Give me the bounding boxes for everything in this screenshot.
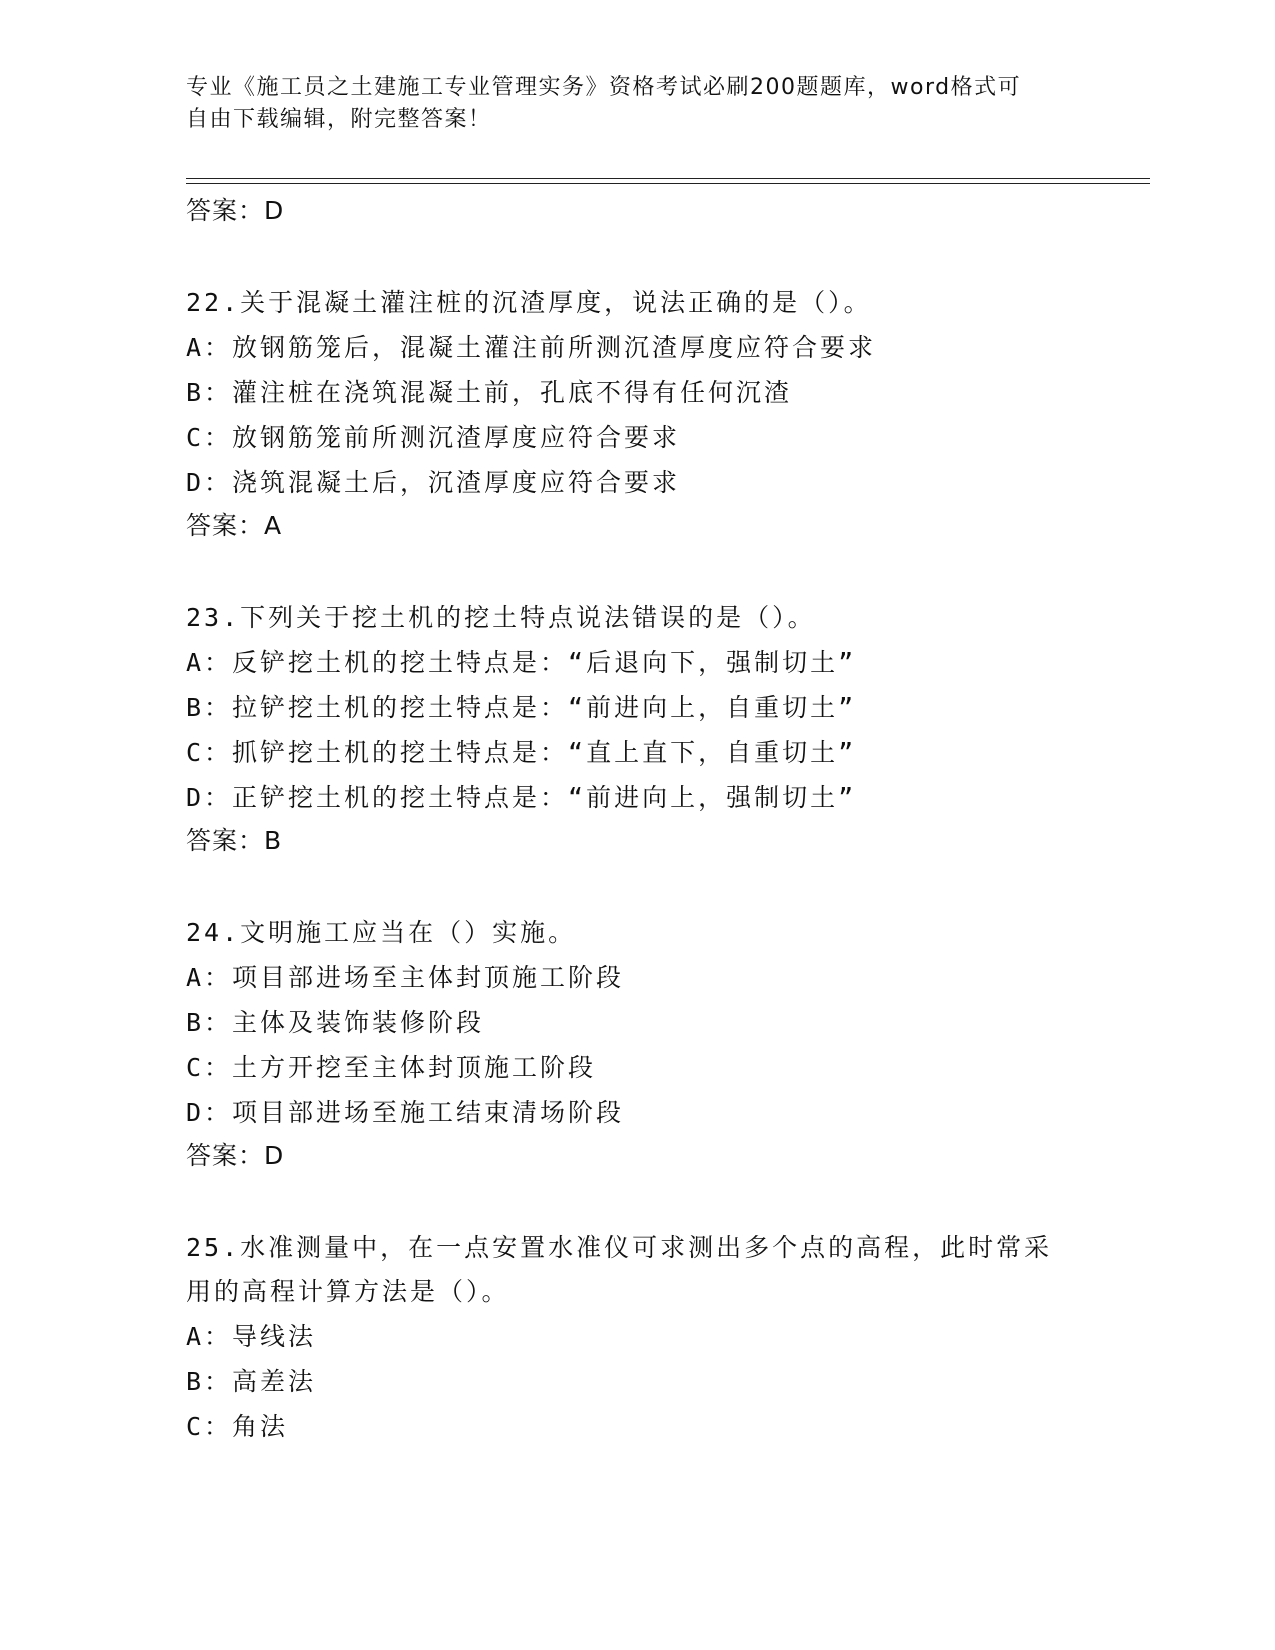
option-b: B：拉铲挖土机的挖土特点是：“前进向上，自重切土” [186, 693, 857, 722]
answer: 答案：D [186, 1141, 285, 1170]
option-c: C：抓铲挖土机的挖土特点是：“直上直下，自重切土” [186, 738, 857, 767]
option-d: D：正铲挖土机的挖土特点是：“前进向上，强制切土” [186, 783, 857, 812]
question-25 [186, 1226, 1086, 1449]
option-c: C：放钢筋笼前所测沉渣厚度应符合要求 [186, 423, 681, 452]
option-b: B：主体及装饰装修阶段 [186, 1008, 485, 1037]
question-stem: 23.下列关于挖土机的挖土特点说法错误的是（）。 [186, 603, 816, 632]
question-23 [186, 596, 1086, 862]
answer: 答案：A [186, 511, 283, 540]
question-stem-line-2: 用的高程计算方法是（）。 [186, 1277, 510, 1306]
option-c: C：角法 [186, 1412, 289, 1441]
option-b: B：灌注桩在浇筑混凝土前，孔底不得有任何沉渣 [186, 378, 793, 407]
question-stem: 24.文明施工应当在（）实施。 [186, 918, 577, 947]
document-header [186, 72, 1086, 136]
header-line-1: 专业《施工员之土建施工专业管理实务》资格考试必刷200题题库，word格式可 [186, 75, 1022, 100]
option-d: D：浇筑混凝土后，沉渣厚度应符合要求 [186, 468, 681, 497]
question-list [186, 190, 1086, 1449]
question-24 [186, 911, 1086, 1177]
option-c: C：土方开挖至主体封顶施工阶段 [186, 1053, 597, 1082]
option-a: A：项目部进场至主体封顶施工阶段 [186, 963, 625, 992]
header-rule-top [186, 178, 1150, 179]
option-a: A：放钢筋笼后，混凝土灌注前所测沉渣厚度应符合要求 [186, 333, 877, 362]
option-d: D：项目部进场至施工结束清场阶段 [186, 1098, 625, 1127]
option-b: B：高差法 [186, 1367, 317, 1396]
header-line-2: 自由下载编辑，附完整答案！ [186, 107, 492, 132]
question-stem: 22.关于混凝土灌注桩的沉渣厚度，说法正确的是（）。 [186, 288, 872, 317]
answer-q21: 答案：D [186, 196, 285, 225]
question-22 [186, 281, 1086, 547]
question-stem-line-1: 25.水准测量中，在一点安置水准仪可求测出多个点的高程，此时常采 [186, 1233, 1053, 1262]
answer: 答案：B [186, 826, 283, 855]
option-a: A：反铲挖土机的挖土特点是：“后退向下，强制切土” [186, 648, 857, 677]
header-rule-bottom [186, 183, 1150, 184]
option-a: A：导线法 [186, 1322, 317, 1351]
